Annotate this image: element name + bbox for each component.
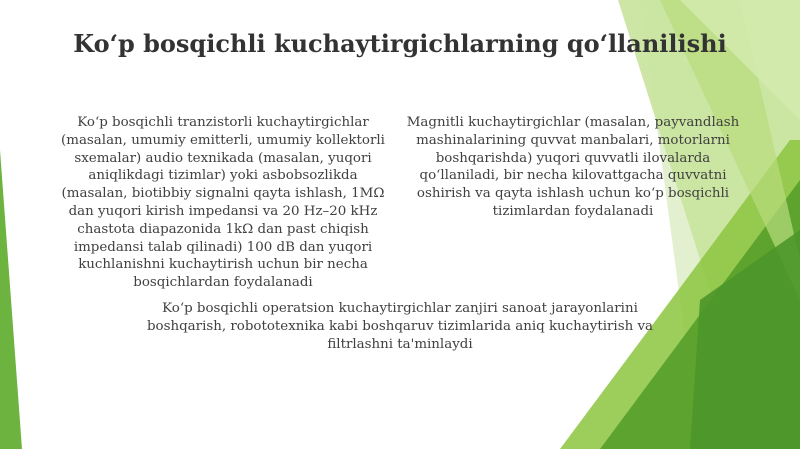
slide-title: Koʻp bosqichli kuchaytirgichlarning qoʻllanilishi [73,29,727,58]
paragraph-transistor-amplifiers: Koʻp bosqichli tranzistorli kuchaytirgichlar (masalan, umumiy emitterli, umumiy kollektorli sxemalar) audio texnikada (masalan, yuqori aniqlikdagi tizimlar) yoki asbobsozlikda (masalan, biotibbiy signalni qayta ishlash, 1MΩ dan yuqori kirish impedansi va 20 Hz–20 kHz chastota diapazonida 1kΩ dan past chiqish impedansi talab qilinadi) 100 dB dan yuqori kuchlanishni kuchaytirish uchun bir necha bosqichlardan foydalanadi [61,115,385,291]
left-green-sliver [0,150,22,449]
paragraph-opamp-chains: Koʻp bosqichli operatsion kuchaytirgichlar zanjiri sanoat jarayonlarini boshqarish, robototexnika kabi boshqaruv tizimlarida aniq kuchaytirish va filtrlashni ta'minlaydi [146,301,653,352]
paragraph-magnetic-amplifiers: Magnitli kuchaytirgichlar (masalan, payvandlash mashinalarining quvvat manbalari, motorlarni boshqarishda) yuqori quvvatli ilovalarda qoʻllaniladi, bir necha kilovattgacha quvvatni oshirish va qayta ishlash uchun koʻp bosqichli tizimlardan foydalanadi [406,115,740,219]
